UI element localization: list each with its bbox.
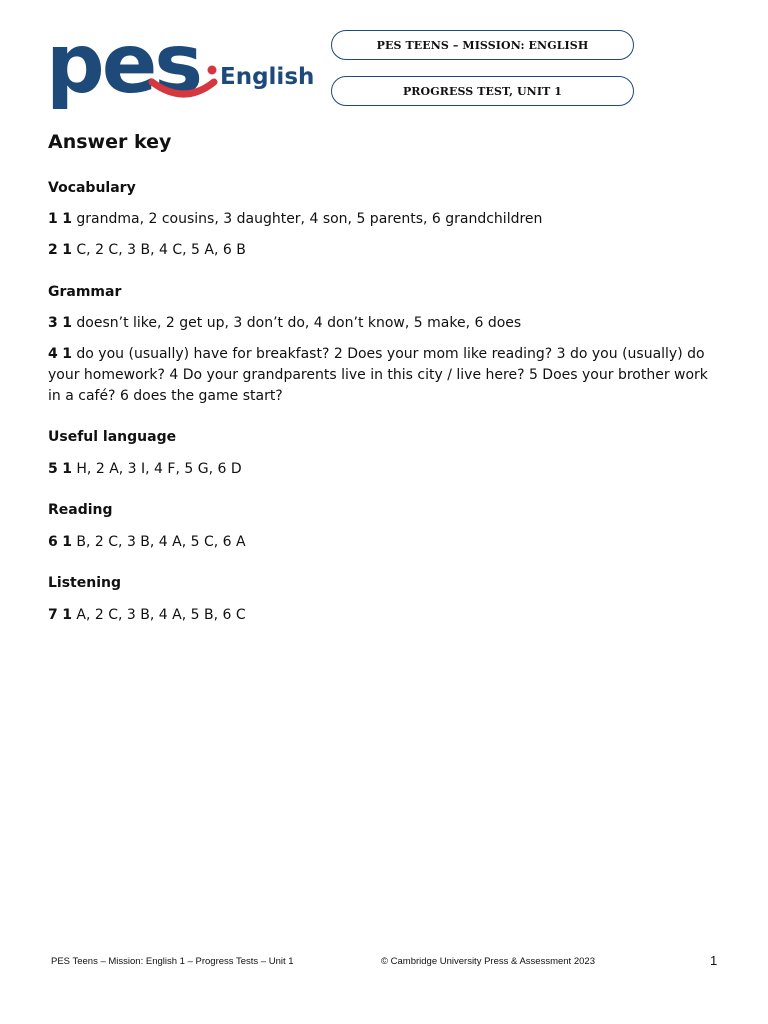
first-item-number: 1 — [62, 242, 72, 258]
series-title-box — [331, 30, 634, 60]
answer-text: C, 2 C, 3 B, 4 C, 5 A, 6 B — [71, 242, 246, 258]
pes-english-logo — [46, 26, 322, 110]
section-heading-vocabulary: Vocabulary — [48, 180, 136, 196]
answer-text: H, 2 A, 3 I, 4 F, 5 G, 6 D — [71, 461, 242, 477]
first-item-number: 1 — [62, 534, 72, 550]
question-number: 4 — [48, 346, 58, 362]
page-number: 1 — [710, 953, 718, 968]
answer-line-4 — [48, 344, 708, 407]
page-title: Answer key — [48, 131, 172, 153]
question-number: 2 — [48, 242, 58, 258]
answer-line-2 — [48, 240, 708, 261]
test-title: PROGRESS TEST, UNIT 1 — [402, 84, 563, 98]
logo-dot — [208, 66, 217, 75]
answer-line-6 — [48, 532, 708, 553]
first-item-number: 1 — [62, 211, 72, 227]
logo-graphic — [46, 26, 322, 110]
first-item-number: 1 — [62, 315, 72, 331]
answer-text: do you (usually) have for breakfast? 2 Does your mom like reading? 3 do you (usually) do your homework? 4 Do your grandparents live in this city / live here? 5 Does your brother work in a café? 6 does the game start? — [48, 346, 708, 404]
answer-text: A, 2 C, 3 B, 4 A, 5 B, 6 C — [71, 607, 246, 623]
answer-line-1 — [48, 209, 708, 230]
question-number: 7 — [48, 607, 58, 623]
answer-text: doesn’t like, 2 get up, 3 don’t do, 4 don’t know, 5 make, 6 does — [71, 315, 522, 331]
section-heading-useful-language: Useful language — [48, 429, 177, 445]
test-title-box — [331, 76, 634, 106]
question-number: 6 — [48, 534, 58, 550]
answer-line-5 — [48, 459, 708, 480]
question-number: 1 — [48, 211, 58, 227]
answer-text: B, 2 C, 3 B, 4 A, 5 C, 6 A — [71, 534, 246, 550]
footer-copyright: © Cambridge University Press & Assessment 2023 — [381, 956, 595, 967]
first-item-number: 1 — [62, 607, 72, 623]
answer-line-7 — [48, 605, 708, 626]
section-heading-reading: Reading — [48, 502, 113, 518]
question-number: 3 — [48, 315, 58, 331]
logo-wordmark: pes — [46, 26, 201, 110]
first-item-number: 1 — [62, 461, 72, 477]
first-item-number: 1 — [62, 346, 72, 362]
logo-english: English — [220, 64, 315, 90]
answer-line-3 — [48, 313, 708, 334]
answer-text: grandma, 2 cousins, 3 daughter, 4 son, 5 parents, 6 grandchildren — [71, 211, 543, 227]
section-heading-grammar: Grammar — [48, 284, 122, 300]
series-title: PES TEENS – MISSION: ENGLISH — [376, 38, 589, 52]
section-heading-listening: Listening — [48, 575, 121, 591]
question-number: 5 — [48, 461, 58, 477]
footer-series-info: PES Teens – Mission: English 1 – Progress Tests – Unit 1 — [51, 956, 294, 967]
